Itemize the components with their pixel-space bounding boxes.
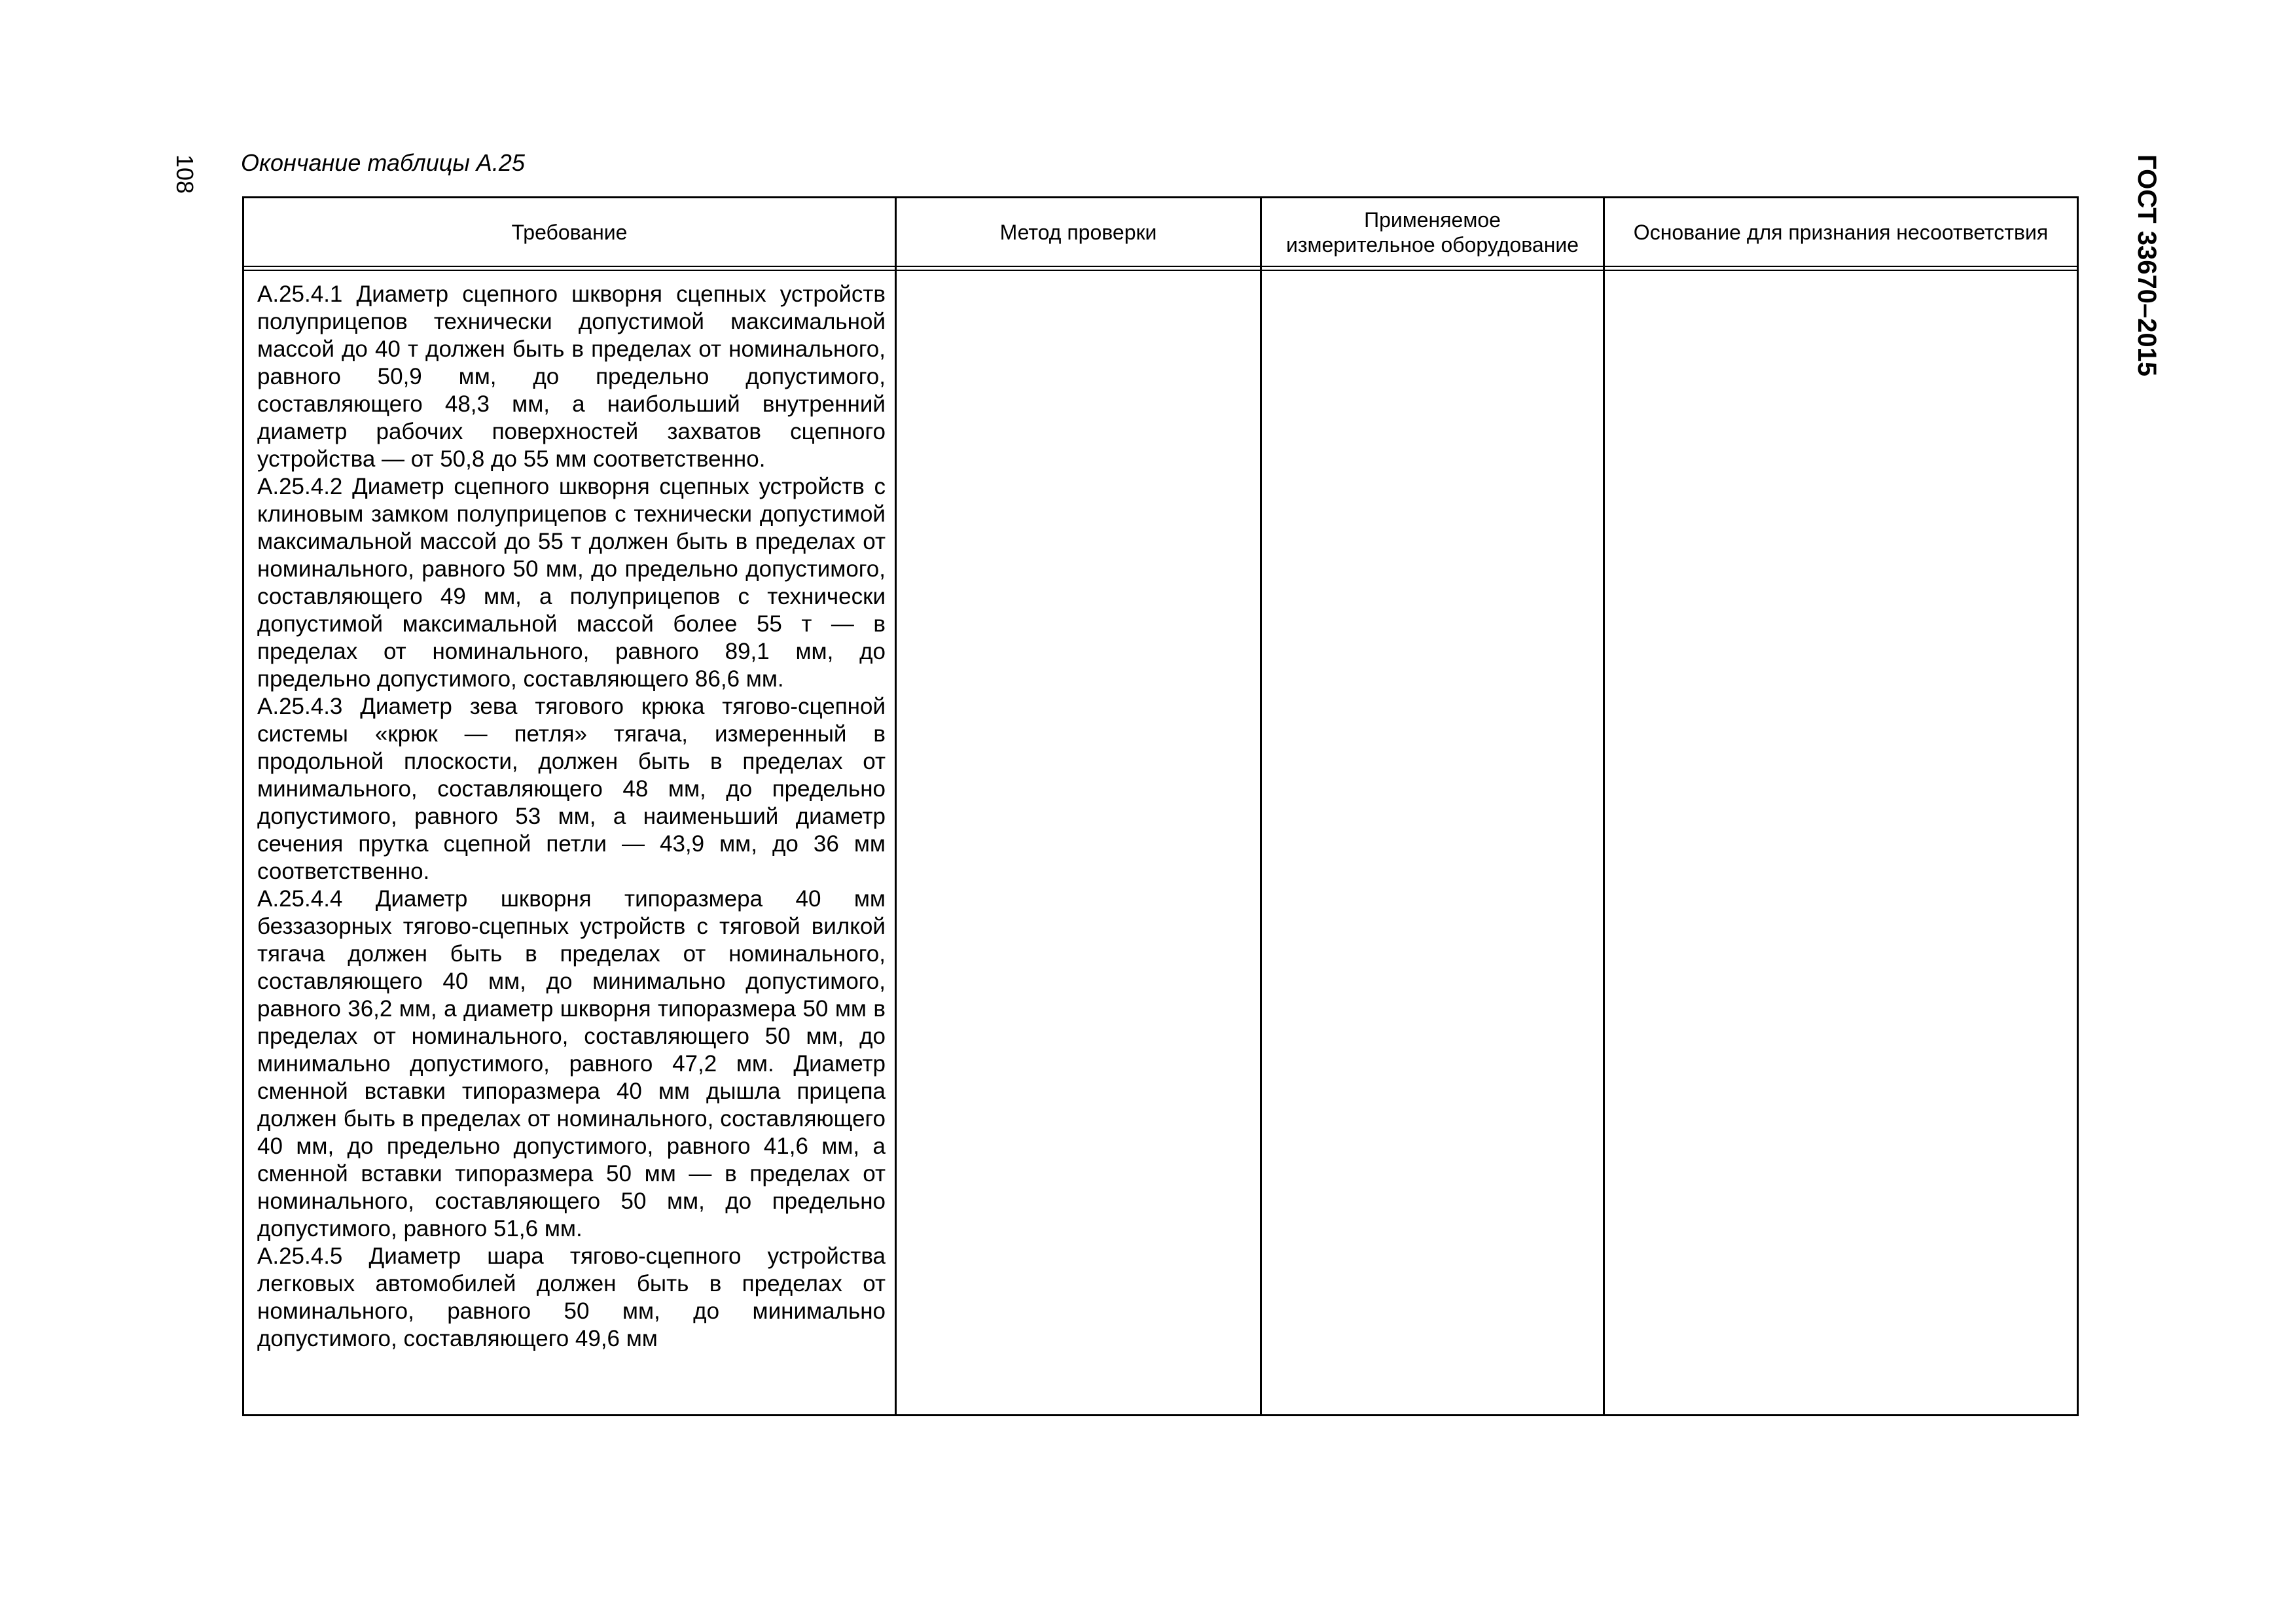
column-divider [895,198,897,1414]
column-divider [1603,198,1605,1414]
requirements-table [242,196,2079,1416]
document-code: ГОСТ 33670–2015 [2132,154,2161,377]
header-separator [244,266,2077,271]
requirement-paragraph: А.25.4.1 Диаметр сцепного шкворня сцепных устройств полуприцепов технически допустимой максимальной массой до 40 т должен быть в пределах от номинального, равного 50,9 мм, до предельно допустимого, составляющего 48,3 мм, а наибольший внутренний диаметр рабочих поверхностей захватов сцепного устройства — от 50,8 до 55 мм соответственно. [257,281,886,472]
table-caption: Окончание таблицы А.25 [241,149,525,176]
column-divider [1260,198,1262,1414]
requirement-paragraph: А.25.4.3 Диаметр зева тягового крюка тягово-сцепной системы «крюк — петля» тягача, измеренный в продольной плоскости, должен быть в пределах от минимального, составляющего 48 мм, до предельно допустимого, равного 53 мм, а наименьший диаметр сечения прутка сцепной петли — 43,9 мм, до 36 мм соответственно. [257,694,886,884]
requirement-paragraph: А.25.4.2 Диаметр сцепного шкворня сцепных устройств с клиновым замком полуприцепов с технически допустимой максимальной массой до 55 т должен быть в пределах от номинального, равного 50 мм, до предельно допустимого, составляющего 49 мм, а полуприцепов с технически допустимой максимальной массой более 55 т — в пределах от номинального, равного 89,1 мм, до предельно допустимого, составляющего 86,6 мм. [257,474,886,692]
page-number: 108 [171,154,198,194]
requirement-cell [257,281,886,1353]
header-equipment: Применяемое измерительное оборудование [1285,207,1579,257]
requirement-paragraph: А.25.4.4 Диаметр шкворня типоразмера 40 мм беззазорных тягово-сцепных устройств с тяговой вилкой тягача должен быть в пределах от номинального, составляющего 40 мм, до минимально допустимого, равного 36,2 мм, а диаметр шкворня типоразмера 50 мм в пределах от номинального, составляющего 50 мм, до минимально допустимого, равного 47,2 мм. Диаметр сменной вставки типоразмера 40 мм дышла прицепа должен быть в пределах от номинального, составляющего 40 мм, до предельно допустимого, равного 41,6 мм, а сменной вставки типоразмера 50 мм — в пределах от номинального, составляющего 50 мм, до предельно допустимого, равного 51,6 мм. [257,886,886,1241]
header-requirement: Требование [511,220,628,244]
requirement-paragraph: А.25.4.5 Диаметр шара тягово-сцепного устройства легковых автомобилей должен быть в пределах от номинального, равного 50 мм, до минимально допустимого, составляющего 49,6 мм [257,1243,886,1351]
header-basis: Основание для признания несоответствия [1633,220,2049,244]
header-method: Метод проверки [999,220,1157,244]
